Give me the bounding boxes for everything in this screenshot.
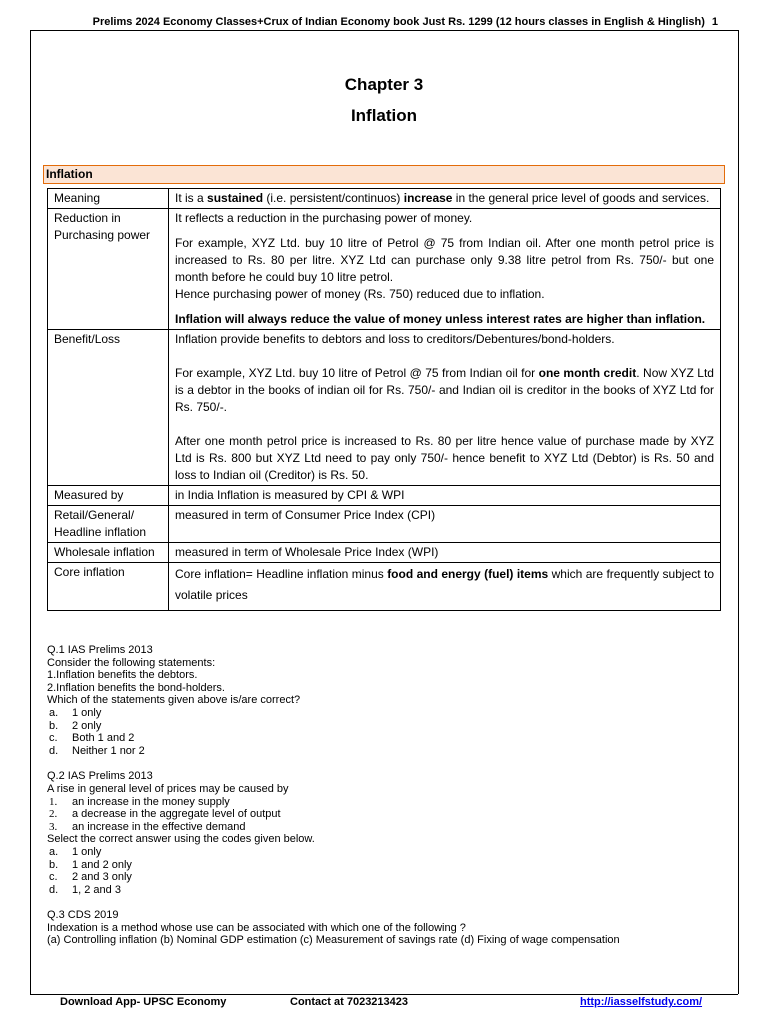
q2-item: 2. a decrease in the aggregate level of output bbox=[49, 808, 281, 821]
row-key-meaning: Meaning bbox=[48, 189, 169, 209]
table-row bbox=[48, 563, 721, 611]
row-key-measured: Measured by bbox=[48, 486, 169, 506]
table-row bbox=[48, 486, 721, 506]
q2-option: a. 1 only bbox=[49, 845, 102, 858]
q2-item: 1. an increase in the money supply bbox=[49, 795, 230, 808]
row-key-wholesale: Wholesale inflation bbox=[48, 543, 169, 563]
q1-line: Consider the following statements: bbox=[47, 656, 216, 669]
footer-app-text: Download App- UPSC Economy bbox=[60, 996, 227, 1008]
q1-line: Which of the statements given above is/are correct? bbox=[47, 694, 301, 707]
q1-heading: Q.1 IAS Prelims 2013 bbox=[47, 644, 153, 656]
row-value-meaning: It is a sustained (i.e. persistent/continuos) increase in the general price level of goods and services. bbox=[169, 189, 721, 209]
row-key-core: Core inflation bbox=[48, 563, 169, 611]
table-row bbox=[48, 330, 721, 486]
row-value-benefit: Inflation provide benefits to debtors and loss to creditors/Debentures/bond-holders. For example, XYZ Ltd. buy 10 litre of Petrol @ 75 from Indian oil for one month credit. Now XYZ Ltd is a debtor in the books of indian oil for Rs. 750/- and Indian oil is creditor in the books of XYZ Ltd for Rs. 750/-. After one month petrol price is increased to Rs. 80 per litre hence value of purchase made by XYZ Ltd is Rs. 800 but XYZ Ltd need to pay only 750/- hence benefit to XYZ Ltd (Debtor) is Rs. 50 and loss to Indian oil (Creditor) is Rs. 50. bbox=[169, 330, 721, 486]
table-row bbox=[48, 506, 721, 543]
table-row bbox=[48, 209, 721, 330]
footer-website-link[interactable]: http://iasselfstudy.com/ bbox=[580, 996, 703, 1008]
chapter-title: Inflation bbox=[350, 106, 418, 125]
row-value-measured: in India Inflation is measured by CPI & WPI bbox=[169, 486, 721, 506]
q1-line: 1.Inflation benefits the debtors. bbox=[47, 669, 198, 682]
q1-option: a. 1 only bbox=[49, 706, 102, 719]
header-text: Prelims 2024 Economy Classes+Crux of Indian Economy book Just Rs. 1299 (12 hours classes in English & Hinglish) bbox=[92, 16, 705, 28]
q2-heading: Q.2 IAS Prelims 2013 bbox=[47, 770, 153, 783]
q1-option: d. Neither 1 nor 2 bbox=[49, 744, 145, 757]
section-heading bbox=[43, 165, 725, 184]
page-header bbox=[30, 16, 718, 28]
q2-option: c. 2 and 3 only bbox=[49, 871, 132, 884]
table-row bbox=[48, 543, 721, 563]
q1-option: c. Both 1 and 2 bbox=[49, 732, 135, 745]
inflation-table bbox=[47, 188, 721, 611]
footer-contact-text: Contact at 7023213423 bbox=[290, 996, 409, 1008]
row-key-retail: Retail/General/ Headline inflation bbox=[48, 506, 169, 543]
q1-line: 2.Inflation benefits the bond-holders. bbox=[47, 681, 225, 694]
chapter-label: Chapter 3 bbox=[344, 75, 424, 94]
row-value-wholesale: measured in term of Wholesale Price Index (WPI) bbox=[169, 543, 721, 563]
row-value-reduction: It reflects a reduction in the purchasing power of money. For example, XYZ Ltd. buy 10 litre of Petrol @ 75 from Indian oil. After one month petrol price is increased to Rs. 80 per litre. XYZ Ltd can purchase only 9.38 litre petrol from Rs. 750/- but one month before he could buy 10 litre petrol. Hence purchasing power of money (Rs. 750) reduced due to inflation. Inflation will always reduce the value of money unless interest rates are higher than inflation. bbox=[169, 209, 721, 330]
page-number: 1 bbox=[711, 16, 718, 28]
q2-intro: A rise in general level of prices may be caused by bbox=[47, 782, 289, 795]
q1-option: b. 2 only bbox=[49, 719, 102, 732]
row-value-retail: measured in term of Consumer Price Index (CPI) bbox=[169, 506, 721, 543]
q2-option: b. 1 and 2 only bbox=[49, 858, 132, 871]
questions-section bbox=[47, 644, 727, 947]
header-rule bbox=[30, 30, 738, 31]
row-key-reduction: Reduction in Purchasing power bbox=[48, 209, 169, 330]
table-row bbox=[48, 189, 721, 209]
q2-item: 3. an increase in the effective demand bbox=[49, 820, 246, 833]
q2-option: d. 1, 2 and 3 bbox=[49, 883, 121, 896]
q3-options: (a) Controlling inflation (b) Nominal GDP estimation (c) Measurement of savings rate (d) Fixing of wage compensation bbox=[47, 934, 620, 947]
section-title: Inflation bbox=[46, 167, 93, 181]
q3-question: Indexation is a method whose use can be associated with which one of the following ? bbox=[47, 921, 466, 934]
row-key-benefit: Benefit/Loss bbox=[48, 330, 169, 486]
q2-instruction: Select the correct answer using the codes given below. bbox=[47, 833, 315, 846]
row-value-core: Core inflation= Headline inflation minus food and energy (fuel) items which are frequently subject to volatile prices bbox=[169, 563, 721, 611]
footer-rule bbox=[30, 994, 738, 995]
q3-heading: Q.3 CDS 2019 bbox=[47, 909, 119, 922]
